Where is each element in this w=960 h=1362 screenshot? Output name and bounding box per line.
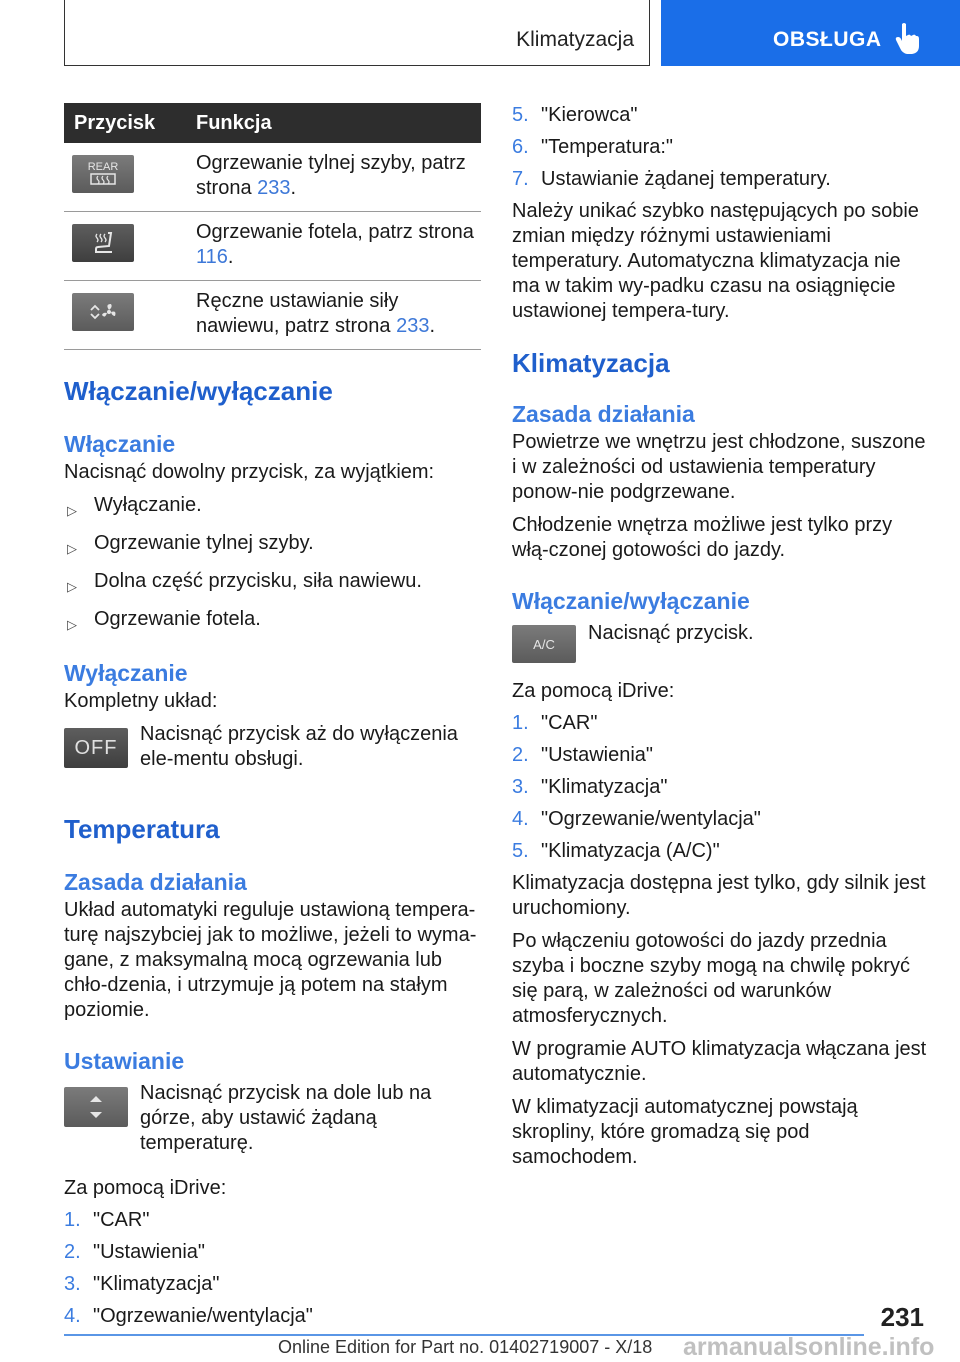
ac-button-icon: A/C — [512, 625, 576, 663]
idrive-intro: Za pomocą iDrive: — [512, 680, 675, 702]
chapter-tab[interactable] — [661, 0, 960, 66]
ac-idrive-steps-list — [512, 711, 928, 864]
triangle-bullet-icon: ▷ — [67, 503, 77, 518]
list-item: 2. "Ustawienia" — [512, 744, 654, 766]
principle-text-1: Powietrze we wnętrzu jest chłodzone, suszone i w zależności od ustawienia temperatury ponow-nie podgrzewane. — [512, 431, 926, 503]
list-item: 1. "CAR" — [64, 1209, 150, 1231]
list-item: 2. "Ustawienia" — [64, 1241, 206, 1263]
list-item: 4. "Ogrzewanie/wentylacja" — [512, 808, 761, 830]
list-item: 3. "Klimatyzacja" — [64, 1273, 220, 1295]
heading-off: Wyłączanie — [64, 660, 188, 686]
list-item: 4. "Ogrzewanie/wentylacja" — [64, 1305, 313, 1327]
paragraph-condensate: W klimatyzacji automatycznej powstają skropliny, które gromadzą się pod samochodem. — [512, 1096, 858, 1168]
watermark: armanualsonline.info — [683, 1333, 935, 1361]
principle-text: Układ automatyki reguluje ustawioną tempera-turę najszybciej jak to możliwe, jeżeli to wyma-gane, z maksymalną mocą ogrzewania lub chło-dzenia, i utrzymuje ją potem na stałym poziomie. — [64, 899, 477, 1021]
left-column — [64, 103, 481, 1329]
edition-text: Online Edition for Part no. 01402719007 - X/18 — [278, 1337, 653, 1357]
list-item: ▷ Ogrzewanie tylnej szyby. — [64, 531, 481, 561]
heading-principle: Zasada działania — [64, 869, 247, 895]
table-row — [64, 281, 481, 350]
list-item: 5. "Klimatyzacja (A/C)" — [512, 840, 720, 862]
paragraph-auto: W programie AUTO klimatyzacja włączana jest automatycznie. — [512, 1038, 927, 1085]
list-item: ▷ Dolna część przycisku, siła nawiewu. — [64, 569, 481, 599]
list-item: 5. "Kierowca" — [512, 104, 638, 126]
heading-on: Włączanie — [64, 431, 176, 457]
page-link-233[interactable]: 233 — [257, 177, 291, 199]
list-item: 3. "Klimatyzacja" — [512, 776, 668, 798]
off-intro: Kompletny układ: — [64, 690, 218, 712]
off-button-icon: OFF — [64, 728, 128, 768]
table-cell-function: Ręczne ustawianie siły nawiewu, patrz strona 233. — [196, 290, 436, 337]
press-button-text: Nacisnąć przycisk. — [588, 622, 754, 644]
paragraph-engine: Klimatyzacja dostępna jest tylko, gdy silnik jest uruchomiony. — [512, 872, 926, 919]
right-column — [512, 103, 928, 1170]
table-header-button: Przycisk — [74, 111, 156, 134]
table-cell-function: Ogrzewanie fotela, patrz strona 116. — [196, 221, 474, 268]
triangle-bullet-icon: ▷ — [67, 579, 77, 594]
ac-instruction — [512, 621, 928, 663]
rear-label: REAR — [87, 161, 119, 173]
seat-heating-icon — [72, 224, 134, 262]
heading-principle: Zasada działania — [512, 401, 695, 427]
list-item: 6. "Temperatura:" — [512, 136, 674, 158]
list-item: 7. Ustawianie żądanej temperatury. — [512, 168, 831, 190]
list-item: ▷ Wyłączanie. — [64, 493, 481, 523]
fan-speed-icon — [72, 293, 134, 331]
warning-text: Należy unikać szybko następujących po sobie zmian między różnymi ustawieniami temperatury. Automatyczna klimatyzacja nie ma w takim wy-padku czasu na osiągnięcie ustawionej tempera-tury. — [512, 200, 919, 322]
button-function-table — [64, 103, 481, 350]
page-header — [0, 0, 960, 66]
setting-instruction — [64, 1081, 481, 1156]
table-row — [64, 143, 481, 212]
chapter-tab-label: OBSŁUGA — [773, 28, 882, 51]
idrive-steps-list — [64, 1208, 481, 1329]
idrive-intro: Za pomocą iDrive: — [64, 1177, 227, 1199]
idrive-steps-continued — [512, 103, 928, 192]
paragraph-fogging: Po włączeniu gotowości do jazdy przednia szyba i boczne szyby mogą na chwilę pokryć się parą, w zależności od warunków atmosferycznych. — [512, 930, 910, 1027]
table-header-function: Funkcja — [196, 111, 272, 134]
principle-text-2: Chłodzenie wnętrza możliwe jest tylko przy włą-czonej gotowości do jazdy. — [512, 514, 893, 561]
heading-onoff: Włączanie/wyłączanie — [64, 376, 333, 406]
page-link-116[interactable]: 116 — [196, 246, 228, 268]
table-row — [64, 212, 481, 281]
off-instruction — [64, 722, 481, 772]
on-intro: Nacisnąć dowolny przycisk, za wyjątkiem: — [64, 461, 435, 483]
heading-ac: Klimatyzacja — [512, 348, 670, 378]
section-title: Klimatyzacja — [516, 28, 634, 51]
table-header — [64, 103, 481, 143]
heading-temperature: Temperatura — [64, 814, 220, 844]
off-text: Nacisnąć przycisk aż do wyłączenia ele-mentu obsługi. — [140, 723, 458, 770]
list-item: 1. "CAR" — [512, 712, 598, 734]
on-exceptions-list — [64, 493, 481, 637]
list-item: ▷ Ogrzewanie fotela. — [64, 607, 481, 637]
triangle-bullet-icon: ▷ — [67, 541, 77, 556]
pointing-hand-icon — [893, 22, 921, 56]
heading-onoff: Włączanie/wyłączanie — [512, 588, 750, 614]
page-link-233[interactable]: 233 — [396, 315, 430, 337]
heading-setting: Ustawianie — [64, 1048, 185, 1074]
page-number: 231 — [880, 1302, 924, 1332]
setting-text: Nacisnąć przycisk na dole lub na górze, aby ustawić żądaną temperaturę. — [140, 1082, 432, 1154]
rear-window-heating-icon — [72, 155, 134, 193]
triangle-bullet-icon: ▷ — [67, 617, 77, 632]
table-cell-function: Ogrzewanie tylnej szyby, patrz strona 233. — [196, 152, 466, 199]
temperature-up-down-icon — [64, 1087, 128, 1127]
